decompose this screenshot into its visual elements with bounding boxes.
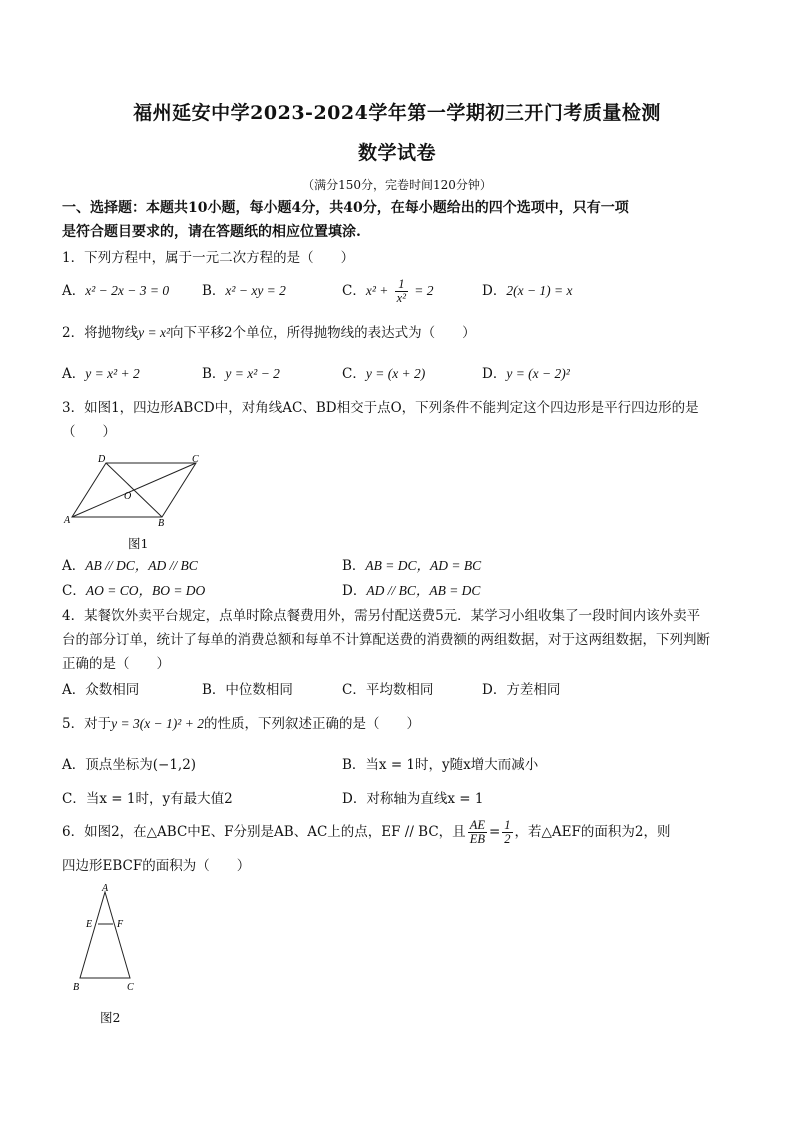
q2-option-c: C．y = (x + 2) (342, 366, 426, 382)
q1-option-a: A．x² − 2x − 3 = 0 (62, 283, 170, 299)
q1-option-c: C．x² + $\frac{1}{\text{x²}}$ = 2 (342, 277, 434, 305)
q2-option-a: A．y = x² + 2 (62, 366, 140, 382)
q3-figure-parallelogram (60, 452, 210, 527)
q6-fig-label-e: E (86, 919, 93, 930)
q3-figure-caption: 图1 (128, 536, 149, 551)
q5-option-a: A．顶点坐标为(−1,2) (62, 757, 197, 773)
q6-figure-triangle (70, 882, 150, 997)
q3-fig-label-a: A (64, 515, 71, 526)
q3-fig-label-c: C (192, 454, 199, 465)
q6-fig-label-f: F (117, 919, 124, 930)
q3-option-b: B．AB = DC，AD = BC (342, 558, 482, 574)
q3-fig-label-b: B (158, 518, 165, 527)
q2-stem: 2．将抛物线y = x²向下平移2个单位，所得抛物线的表达式为（ ） (62, 325, 476, 341)
q3-stem-line2: （ ） (62, 424, 116, 440)
q6-fig-label-b: B (73, 982, 80, 993)
q6-fig-label-a: A (102, 883, 109, 894)
q1-option-b: B．x² − xy = 2 (202, 283, 286, 299)
q4-option-a: A．众数相同 (62, 682, 140, 698)
q4-stem-line2: 台的部分订单，统计了每单的消费总额和每单不计算配送费的消费额的两组数据，对于这两组数据，下列判断 (62, 632, 710, 648)
q6-fraction-one-half: $\frac{1}{2}$ (504, 818, 511, 846)
q5-option-d: D．对称轴为直线x = 1 (342, 791, 484, 807)
exam-note: （满分150分，完卷时间120分钟） (302, 178, 492, 192)
q6-stem-line2: 四边形EBCF的面积为（ ） (62, 858, 251, 874)
section1-heading-line2: 是符合题目要求的，请在答题纸的相应位置填涂. (62, 224, 361, 240)
q1-stem: 1．下列方程中，属于一元二次方程的是（ ） (62, 250, 355, 266)
q4-stem-line1: 4．某餐饮外卖平台规定，点单时除点餐费用外，需另付配送费5元．某学习小组收集了一段时间内该外卖平 (62, 608, 701, 624)
q4-option-d: D．方差相同 (482, 682, 561, 698)
q5-option-b: B．当x = 1时，y随x增大而减小 (342, 757, 539, 773)
q3-fig-label-o: O (124, 491, 132, 502)
q6-stem-line1: 6．如图2，在△ABC中E、F分别是AB、AC上的点，EF // BC，且 $\frac{AE}{EB}$ = $\frac{1}{2}$ ，若△AEF的面积为2，则 (62, 818, 671, 846)
q2-option-d: D．y = (x − 2)² (482, 366, 570, 382)
q4-option-c: C．平均数相同 (342, 682, 434, 698)
q3-option-c: C．AO = CO，BO = DO (62, 583, 206, 599)
exam-subtitle: 数学试卷 (357, 142, 436, 164)
q4-option-b: B．中位数相同 (202, 682, 293, 698)
q1-option-c-fraction: $\frac{1}{\text{x²}}$ (396, 277, 406, 305)
q3-fig-label-d: D (98, 454, 106, 465)
q6-fraction-ae-eb: $\frac{AE}{EB}$ (469, 818, 485, 846)
q3-option-a: A．AB // DC，AD // BC (62, 558, 198, 574)
q6-fig-label-c: C (127, 982, 134, 993)
q3-stem-line1: 3．如图1，四边形ABCD中，对角线AC、BD相交于点O，下列条件不能判定这个四边形是平行四边形的是 (62, 400, 699, 416)
exam-title: 福州延安中学2023-2024学年第一学期初三开门考质量检测 (133, 102, 661, 124)
q1-option-d: D．2(x − 1) = x (482, 283, 573, 299)
q6-triangle-outline (80, 892, 130, 978)
q3-diagonal-bd (106, 463, 162, 517)
section1-heading-line1: 一、选择题：本题共10小题，每小题4分，共40分，在每小题给出的四个选项中，只有一项 (62, 200, 629, 216)
q3-option-d: D．AD // BC，AB = DC (342, 583, 481, 599)
q2-option-b: B．y = x² − 2 (202, 366, 280, 382)
q5-stem: 5．对于y = 3(x − 1)² + 2的性质，下列叙述正确的是（ ） (62, 716, 420, 732)
q4-stem-line3: 正确的是（ ） (62, 656, 170, 672)
q5-option-c: C．当x = 1时，y有最大值2 (62, 791, 233, 807)
q6-figure-caption: 图2 (100, 1010, 121, 1025)
